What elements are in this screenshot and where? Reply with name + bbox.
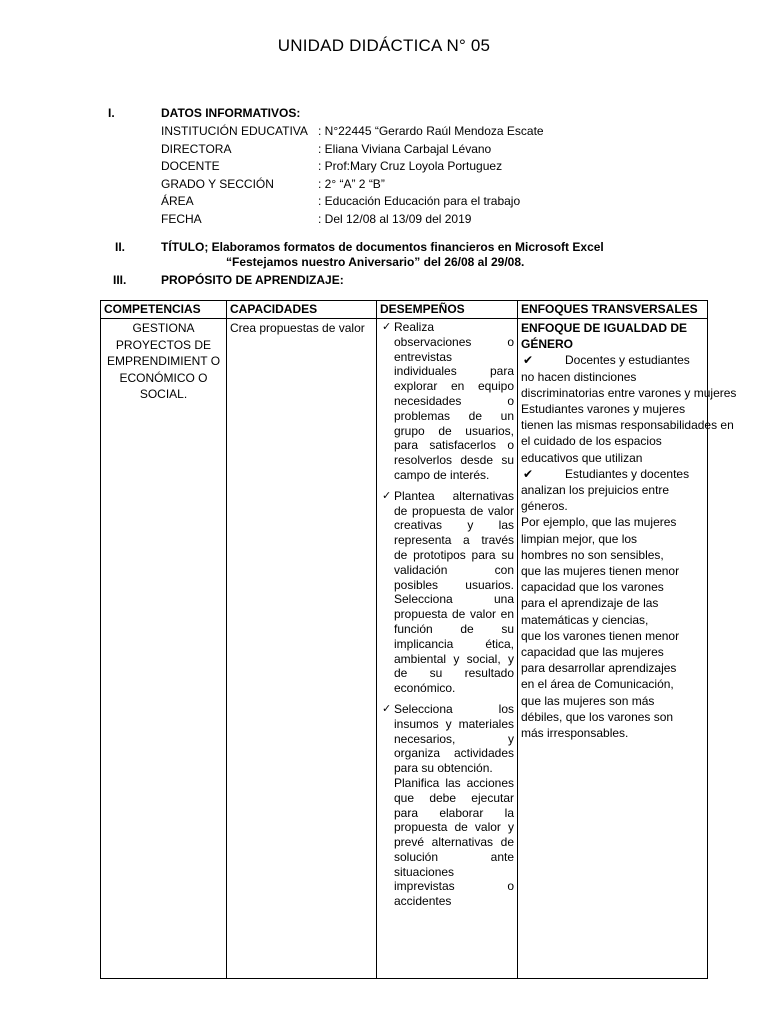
enfoque-line: Por ejemplo, que las mujeres xyxy=(521,515,677,530)
enfoque-line: educativos que utilizan xyxy=(521,450,643,465)
document-title: UNIDAD DIDÁCTICA N° 05 xyxy=(277,36,491,55)
info-row xyxy=(161,159,761,177)
enfoque-line xyxy=(521,352,704,368)
capacidad-cell xyxy=(227,319,377,979)
enfoque-line: tienen las mismas responsabilidades en xyxy=(521,418,734,433)
section-3-heading: PROPÓSITO DE APRENDIZAJE: xyxy=(161,273,344,287)
info-value: : 2° “A” 2 “B” xyxy=(318,177,385,191)
enfoque-line: Estudiantes varones y mujeres xyxy=(521,402,686,417)
enfoque-line: en el área de Comunicación, xyxy=(521,677,674,692)
desempeno-text: Selecciona los insumos y materiales necesarios, y organiza actividades para su obtención. xyxy=(394,701,514,776)
desempeno-item xyxy=(380,702,514,776)
enfoque-line: para desarrollar aprendizajes xyxy=(521,661,677,676)
enfoque-line: discriminatorias entre varones y mujeres xyxy=(521,385,737,400)
info-value: : Eliana Viviana Carbajal Lévano xyxy=(318,142,492,156)
info-value: : N°22445 “Gerardo Raúl Mendoza Escate xyxy=(318,124,544,138)
learning-purpose-table xyxy=(100,300,737,979)
enfoque-heading: ENFOQUE DE IGUALDAD DE GÉNERO xyxy=(521,321,688,352)
info-label: INSTITUCIÓN EDUCATIVA xyxy=(161,124,308,138)
desempeno-item: Planifica las acciones que debe ejecutar para elaborar la propuesta de valor y prevé alternativas de solución ante situaciones imprevistas o accidentes xyxy=(394,775,514,909)
enfoque-line: géneros. xyxy=(521,499,568,514)
enfoques-cell xyxy=(518,319,737,979)
competencia-text: GESTIONA PROYECTOS DE EMPRENDIMIENT O ECONÓMICO O SOCIAL. xyxy=(106,321,221,401)
enfoque-line xyxy=(521,466,704,482)
enfoque-text: Docentes y estudiantes xyxy=(565,353,690,368)
info-label: FECHA xyxy=(161,212,202,226)
header-enfoques: ENFOQUES TRANSVERSALES xyxy=(518,301,708,319)
section-1-number: I. xyxy=(108,106,115,120)
desempeno-text: Realiza observaciones o entrevistas individuales para explorar en equipo necesidades o problemas de un grupo de usuarios, para satisfacerlos o resolverlos desde su campo de interés. xyxy=(394,320,514,482)
section-2-subtitle: “Festejamos nuestro Aniversario” del 26/08 al 29/08. xyxy=(226,255,525,269)
info-label: DIRECTORA xyxy=(161,142,232,156)
header-competencias: COMPETENCIAS xyxy=(101,301,227,319)
enfoque-line: para el aprendizaje de las xyxy=(521,596,659,611)
enfoque-line: hombres no son sensibles, xyxy=(521,547,664,562)
enfoque-line: que los varones tienen menor xyxy=(521,628,680,643)
desempenos-cell xyxy=(377,319,518,979)
section-3-number: III. xyxy=(113,273,127,287)
desempeno-text: Plantea alternativas de propuesta de valor creativas y las representa a través de prototipos para su validación con posibles usuarios. Selecciona una propuesta de valor en función de su implicancia ética, ambiental y social, y de su resultado económico. xyxy=(394,488,514,696)
enfoque-line: matemáticas y ciencias, xyxy=(521,612,649,627)
section-1-heading: DATOS INFORMATIVOS: xyxy=(161,106,301,120)
info-label: GRADO Y SECCIÓN xyxy=(161,177,274,191)
table-header-row xyxy=(101,301,708,319)
info-row xyxy=(161,124,761,142)
table-row xyxy=(101,319,708,979)
enfoque-line: limpian mejor, que los xyxy=(521,531,638,546)
enfoque-line: capacidad que los varones xyxy=(521,580,664,595)
enfoque-line: que las mujeres tienen menor xyxy=(521,564,680,579)
check-icon: ✓ xyxy=(382,489,392,502)
check-icon: ✓ xyxy=(382,702,392,715)
info-value: : Del 12/08 al 13/09 del 2019 xyxy=(318,212,472,226)
competencia-cell xyxy=(101,319,227,979)
enfoque-line: más irresponsables. xyxy=(521,726,629,741)
section-2-number: II. xyxy=(115,240,126,254)
enfoque-line: analizan los prejuicios entre xyxy=(521,483,670,498)
enfoque-line: débiles, que los varones son xyxy=(521,709,674,724)
enfoque-line: que las mujeres son más xyxy=(521,693,655,708)
check-icon: ✔ xyxy=(523,353,534,368)
check-icon: ✔ xyxy=(523,466,534,481)
enfoque-line: el cuidado de los espacios xyxy=(521,434,662,449)
check-icon: ✓ xyxy=(382,321,392,333)
header-capacidades: CAPACIDADES xyxy=(227,301,377,319)
info-row xyxy=(161,142,761,160)
section-2-title: TÍTULO; Elaboramos formatos de documentos financieros en Microsoft Excel xyxy=(161,240,604,254)
capacidad-text: Crea propuestas de valor xyxy=(230,321,365,335)
desempeno-item xyxy=(380,320,514,483)
info-row xyxy=(161,194,761,212)
info-label: DOCENTE xyxy=(161,159,220,173)
enfoque-line: capacidad que las mujeres xyxy=(521,645,664,660)
info-row xyxy=(161,177,761,195)
header-desempenos: DESEMPEÑOS xyxy=(377,301,518,319)
enfoque-line: no hacen distinciones xyxy=(521,369,637,384)
info-label: ÁREA xyxy=(161,194,194,208)
info-row xyxy=(161,212,761,230)
enfoque-text: Estudiantes y docentes xyxy=(565,466,690,481)
info-value: : Educación Educación para el trabajo xyxy=(318,194,521,208)
desempeno-item xyxy=(380,489,514,696)
info-value: : Prof:Mary Cruz Loyola Portuguez xyxy=(318,159,503,173)
